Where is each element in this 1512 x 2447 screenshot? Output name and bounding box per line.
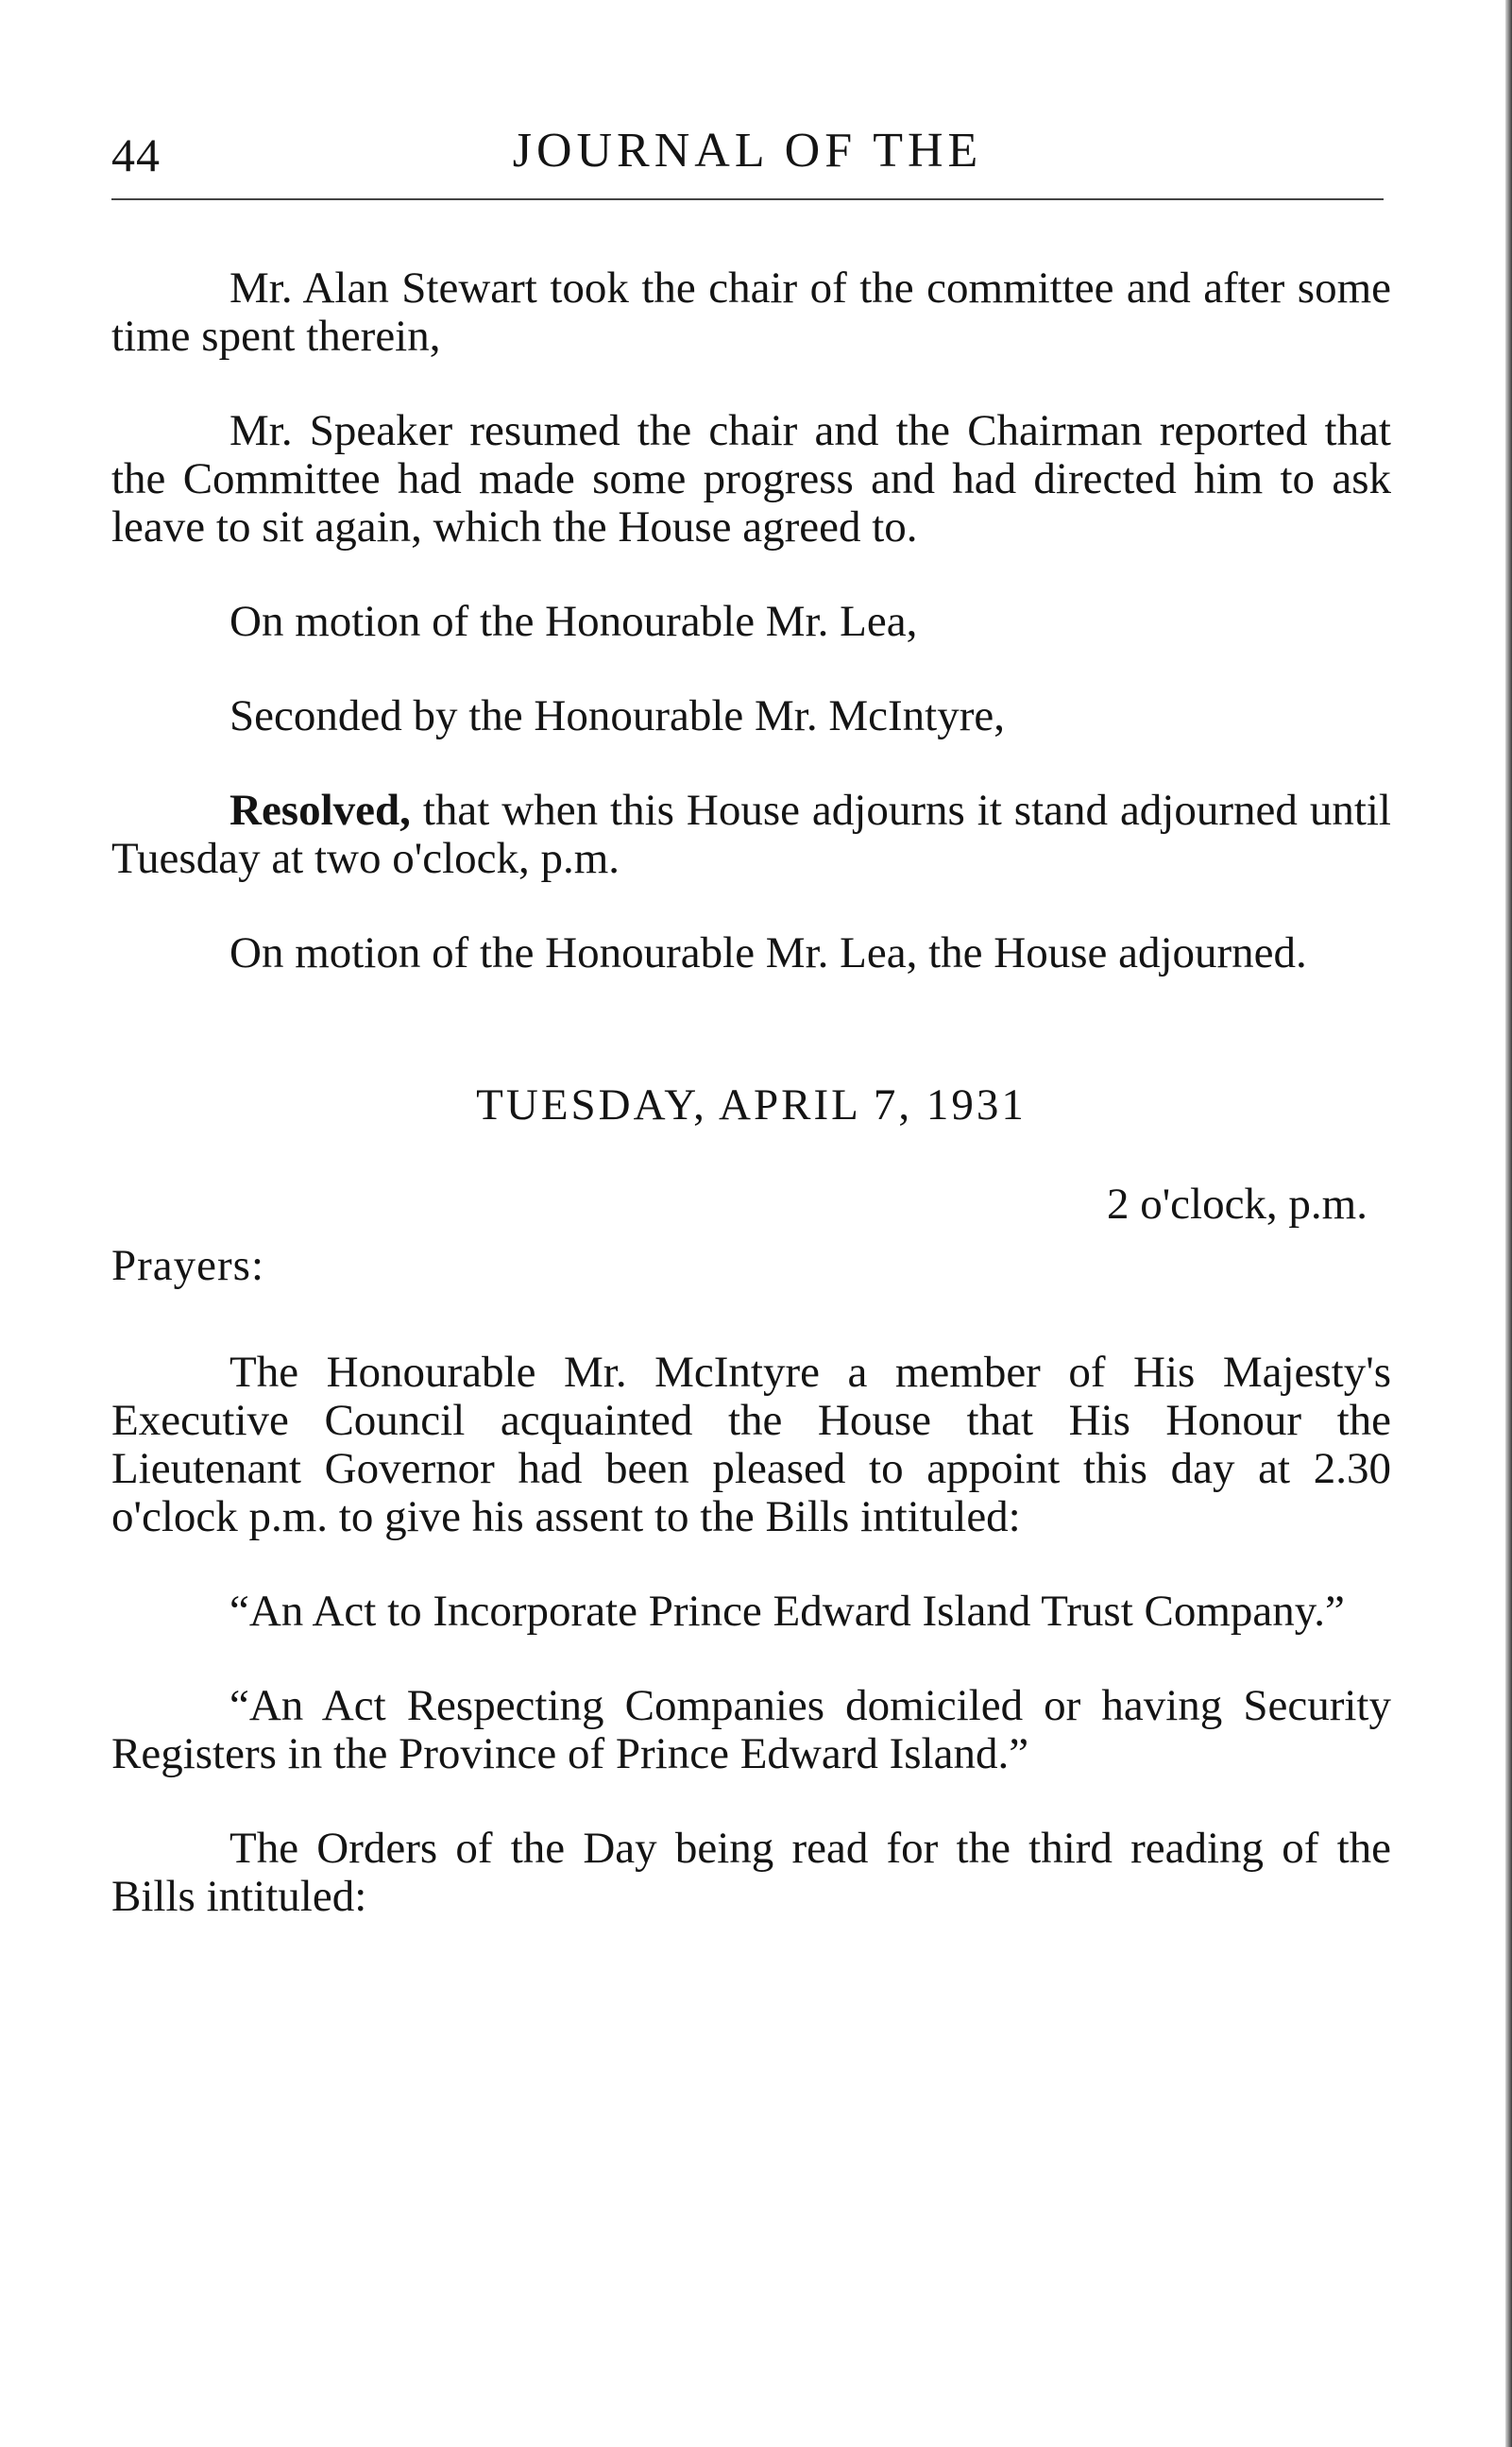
act-security-registers: “An Act Respecting Companies domiciled or having Security Registers in the Province of Prince Edward Island.”: [111, 1681, 1391, 1778]
paragraph-speaker-resumed: Mr. Speaker resumed the chair and the Chairman reported that the Committee had made some progress and had directed him to ask leave to sit again, which the House agreed to.: [111, 406, 1391, 552]
session-date-heading: TUESDAY, APRIL 7, 1931: [476, 1080, 1027, 1130]
body-text: [111, 264, 1391, 1967]
paragraph-adjourned: On motion of the Honourable Mr. Lea, the House adjourned.: [229, 928, 1307, 977]
paragraph-assent: The Honourable Mr. McIntyre a member of His Majesty's Executive Council acquainted the House that His Honour the Lieutenant Governor had been pleased to appoint this day at 2.30 o'clock p.m. to give his assent to the Bills intituled:: [111, 1348, 1391, 1541]
paragraph-resolved: [111, 787, 1391, 883]
paragraph-seconded: Seconded by the Honourable Mr. McIntyre,: [229, 691, 1005, 740]
act-trust-company: “An Act to Incorporate Prince Edward Island Trust Company.”: [229, 1587, 1345, 1636]
paragraph-motion: On motion of the Honourable Mr. Lea,: [229, 597, 918, 646]
paragraph-committee-chair: Mr. Alan Stewart took the chair of the committee and after some time spent therein,: [111, 263, 1391, 361]
prayers-label: Prayers:: [111, 1241, 265, 1290]
session-time: 2 o'clock, p.m.: [1106, 1180, 1368, 1229]
page-number: 44: [111, 128, 161, 181]
page-edge-shadow: [1505, 0, 1512, 2447]
paragraph-orders-of-day: The Orders of the Day being read for the third reading of the Bills intituled:: [111, 1824, 1391, 1921]
header-rule: [111, 198, 1384, 200]
page-header: [111, 118, 1384, 184]
running-head: JOURNAL OF THE: [512, 124, 983, 178]
resolved-label: Resolved,: [229, 786, 411, 835]
resolved-text: that when this House adjourns it stand adjourned until Tuesday at two o'clock, p.m.: [111, 786, 1391, 883]
